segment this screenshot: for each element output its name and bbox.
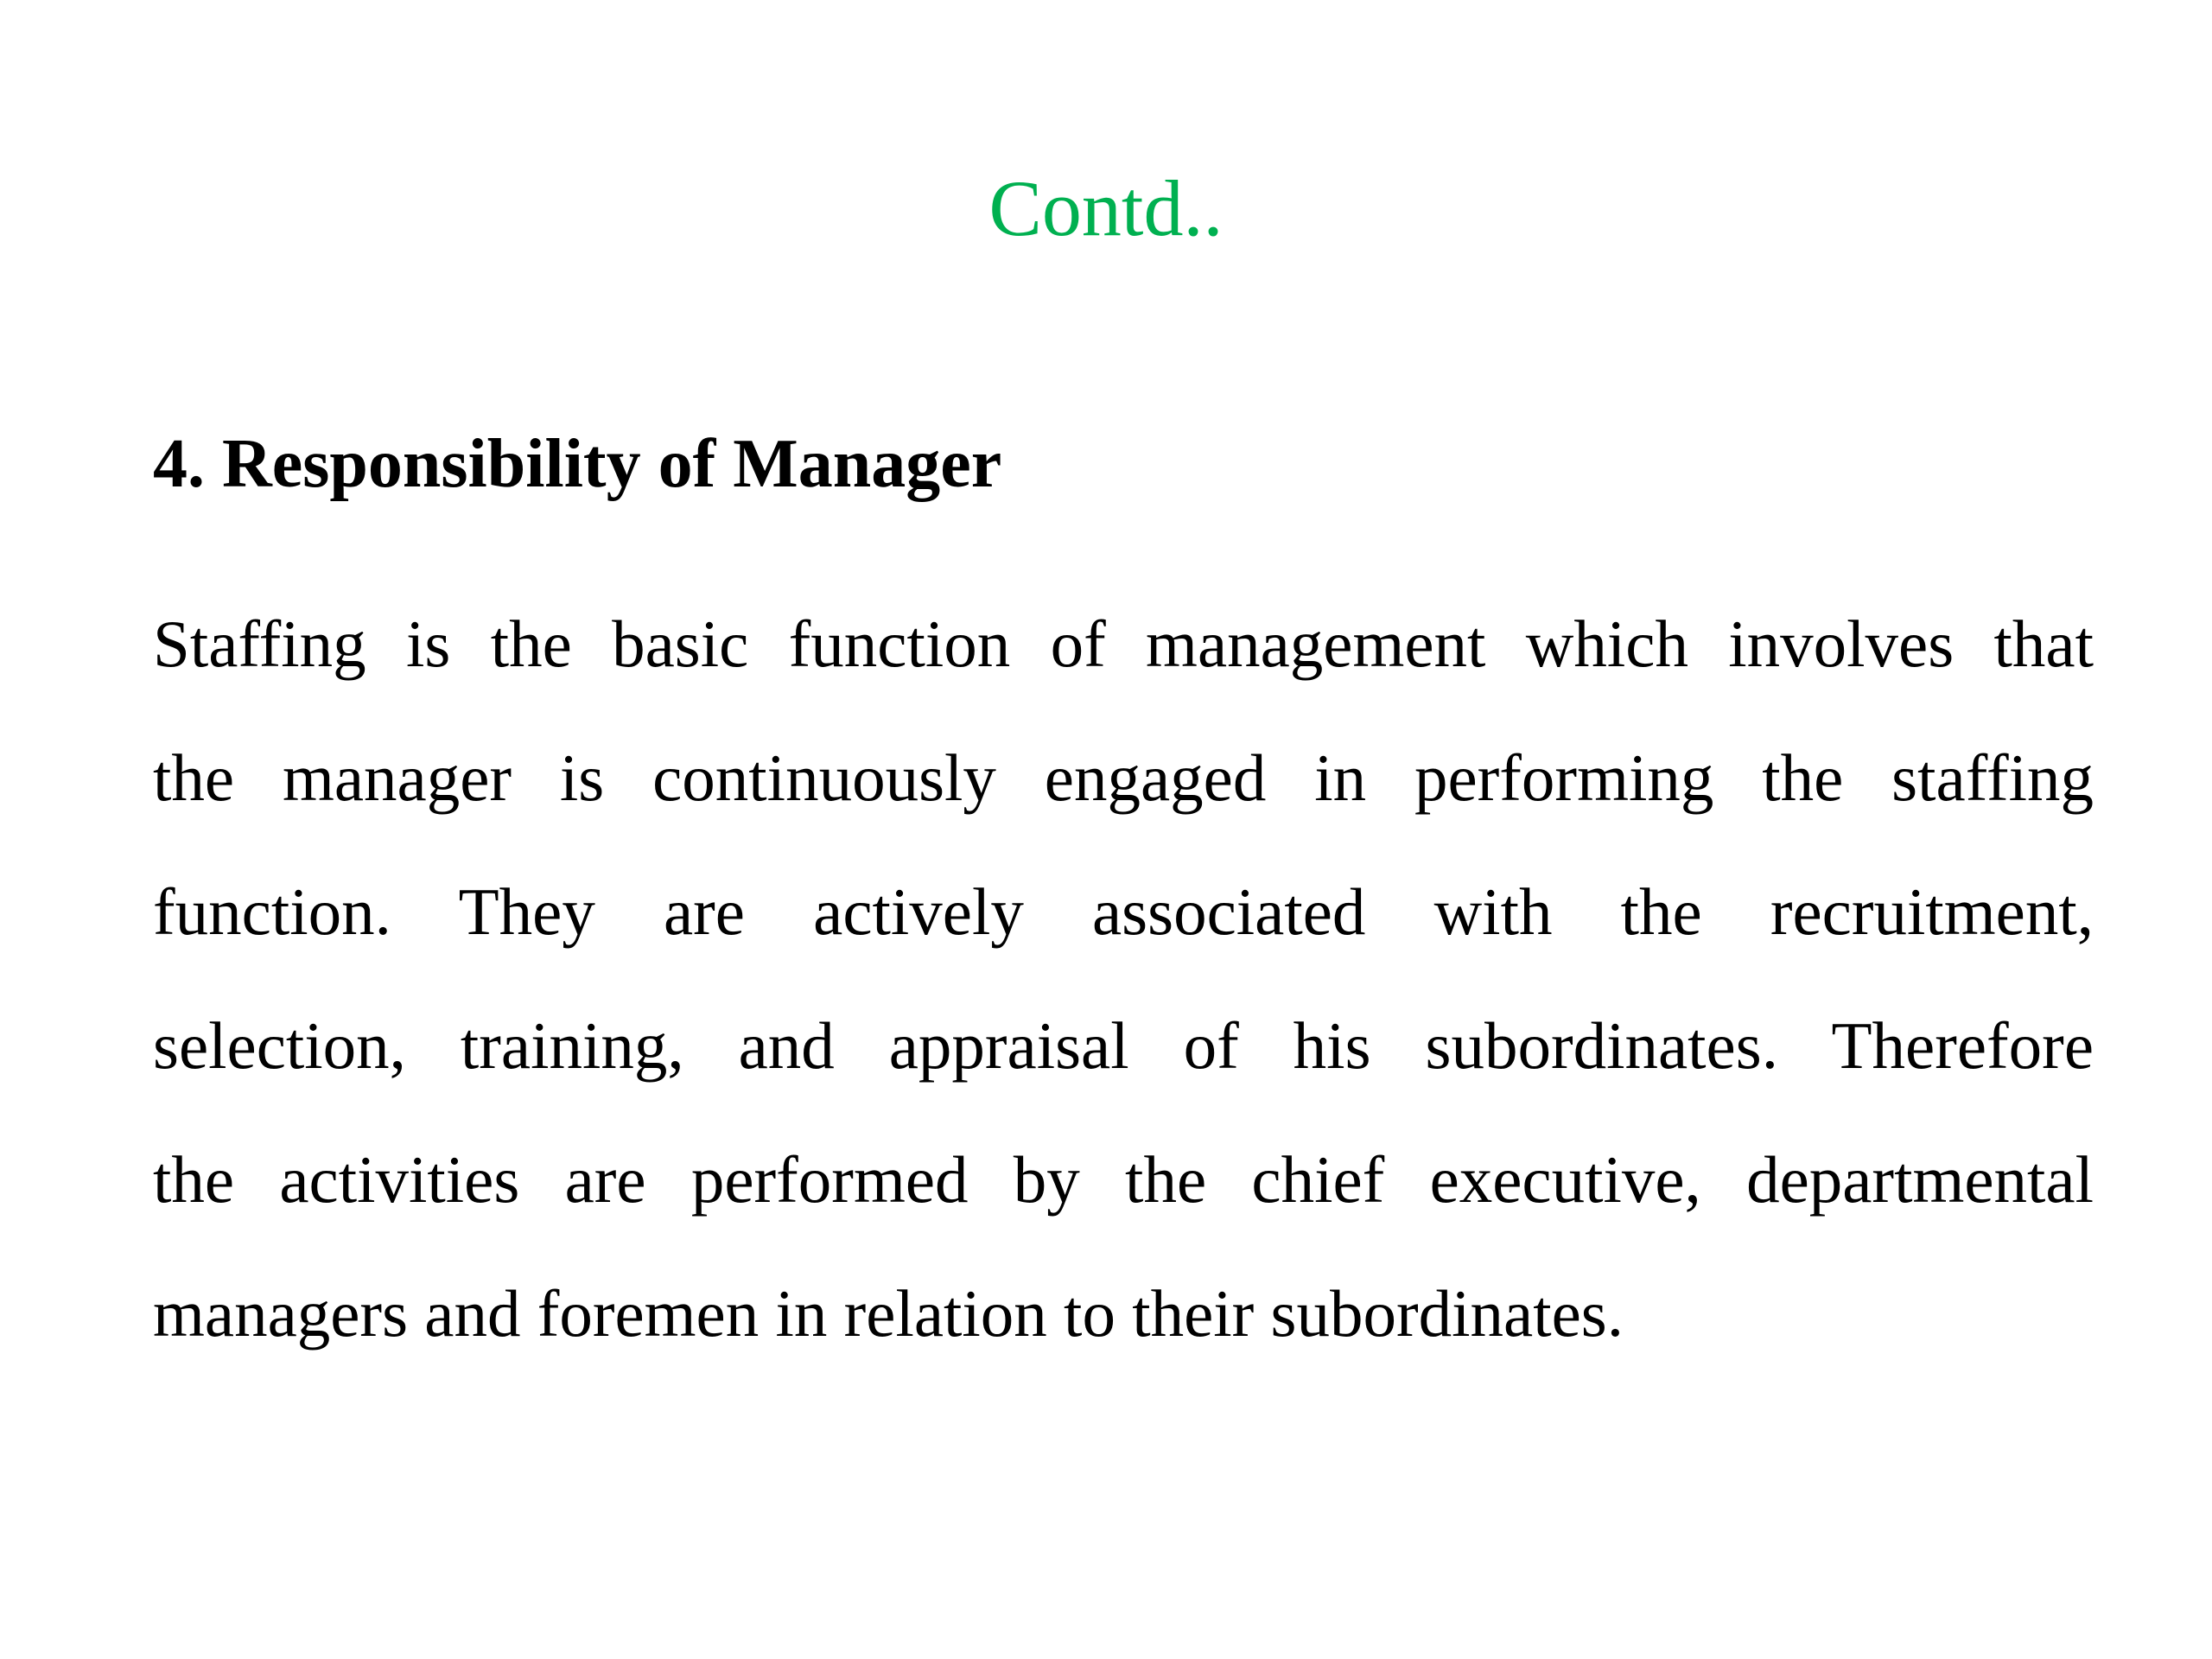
section-heading: 4. Responsibility of Manager	[153, 426, 1002, 502]
slide-title: Contd..	[988, 164, 1224, 252]
body-line: selection, training, and appraisal of his subordinates. Therefore	[153, 1008, 2094, 1083]
body-line: managers and foremen in relation to their subordinates.	[153, 1276, 1624, 1351]
body-line: function. They are actively associated with the recruitment,	[153, 874, 2094, 949]
body-paragraph	[153, 577, 2094, 1381]
body-line: the activities are performed by the chief executive, departmental	[153, 1142, 2094, 1217]
body-line: the manager is continuously engaged in performing the staffing	[153, 741, 2094, 815]
body-line: Staffing is the basic function of management which involves that	[153, 607, 2094, 681]
